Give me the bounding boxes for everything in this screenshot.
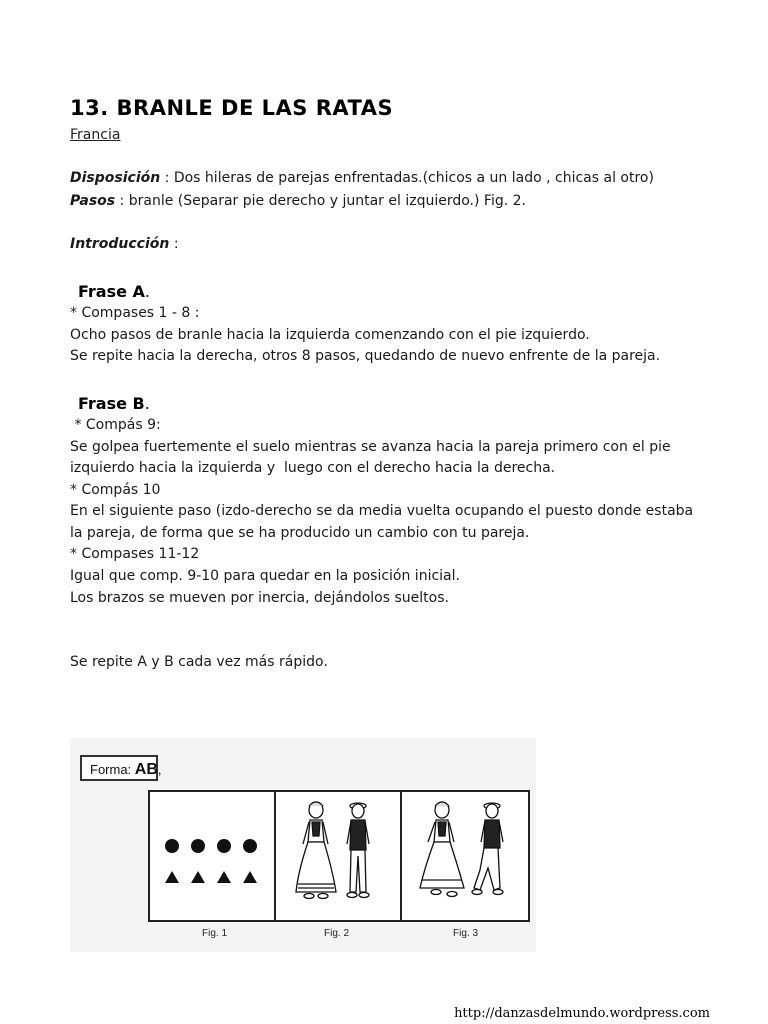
- fig3-caption: Fig. 3: [453, 928, 479, 939]
- frase-b-line: Se golpea fuertemente el suelo mientras se avanza hacia la pareja primero con el pie: [70, 439, 671, 455]
- girl-marker: [165, 871, 179, 883]
- girl-marker: [217, 871, 231, 883]
- figure-panels: [148, 790, 530, 922]
- boy-marker: [191, 839, 205, 853]
- frase-b-line: En el siguiente paso (izdo-derecho se da media vuelta ocupando el puesto donde estaba: [70, 503, 694, 519]
- man-dancer: [472, 803, 503, 895]
- introduccion-text: :: [169, 236, 179, 252]
- woman-dancer: [296, 802, 336, 899]
- frase-b-line: Igual que comp. 9-10 para quedar en la posición inicial.: [70, 568, 460, 584]
- pasos-line: [70, 193, 526, 209]
- frase-b-line: la pareja, de forma que se ha producido un cambio con tu pareja.: [70, 525, 530, 541]
- dancers-illustration: [402, 792, 528, 920]
- fig1-caption: Fig. 1: [202, 928, 228, 939]
- frase-b-line: Los brazos se mueven por inercia, dejándolos sueltos.: [70, 590, 449, 606]
- introduccion-label: Introducción: [70, 236, 170, 252]
- frase-b-line: * Compases 11-12: [70, 546, 200, 562]
- fig2-caption: Fig. 2: [324, 928, 350, 939]
- fig2-panel: [276, 792, 402, 920]
- disposicion-text: : Dos hileras de parejas enfrentadas.(chicos a un lado , chicas al otro): [160, 170, 654, 186]
- frase-a-line: * Compases 1 - 8 :: [70, 305, 200, 321]
- dance-figure: [70, 738, 536, 952]
- girl-marker: [243, 871, 257, 883]
- pasos-text: : branle (Separar pie derecho y juntar el izquierdo.) Fig. 2.: [115, 193, 526, 209]
- boy-marker: [217, 839, 231, 853]
- frase-a-heading: Frase A.: [78, 282, 151, 301]
- closing-line: Se repite A y B cada vez más rápido.: [70, 654, 328, 670]
- disposicion-label: Disposición: [70, 170, 161, 186]
- frase-b-line: * Compás 9:: [70, 417, 161, 433]
- frase-b-line: * Compás 10: [70, 482, 161, 498]
- forma-box: Forma: AB,: [80, 755, 158, 781]
- boy-marker: [165, 839, 179, 853]
- introduccion-line: [70, 236, 179, 252]
- frase-b-heading: Frase B.: [78, 394, 150, 413]
- formation-diagram: [150, 792, 274, 920]
- girl-marker: [191, 871, 205, 883]
- disposicion-line: [70, 170, 654, 186]
- fig1-panel: [150, 792, 276, 920]
- man-dancer: [347, 803, 369, 898]
- frase-b-line: izquierdo hacia la izquierda y luego con el derecho hacia la derecha.: [70, 460, 556, 476]
- dancers-illustration: [276, 792, 400, 920]
- page-title: 13. BRANLE DE LAS RATAS: [70, 96, 394, 120]
- fig3-panel: [402, 792, 528, 920]
- country-subtitle: Francia: [70, 127, 121, 143]
- boy-marker: [243, 839, 257, 853]
- footer-url[interactable]: http://danzasdelmundo.wordpress.com: [454, 1006, 710, 1021]
- woman-dancer: [420, 802, 464, 897]
- pasos-label: Pasos: [70, 193, 116, 209]
- frase-a-line: Ocho pasos de branle hacia la izquierda comenzando con el pie izquierdo.: [70, 327, 590, 343]
- frase-a-line: Se repite hacia la derecha, otros 8 pasos, quedando de nuevo enfrente de la pareja.: [70, 348, 661, 364]
